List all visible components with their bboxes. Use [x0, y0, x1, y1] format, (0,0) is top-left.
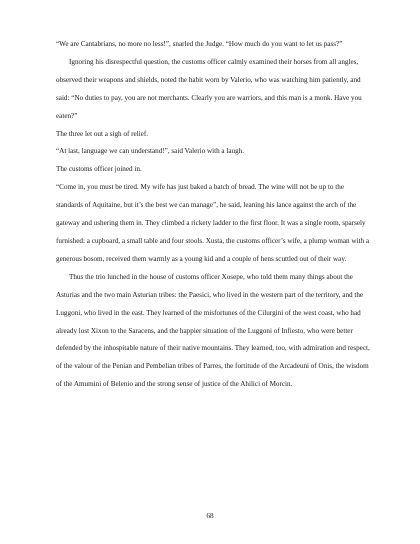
paragraph-trio-lunched: Thus the trio lunched in the house of customs officer Xosepe, who told them many things about the Asturias and the two main Asturian tribes: the Paesici, who lived in the western part of the territory, and the Luggoni, who lived in the east. They learned of the misfortunes of the Cilurgini of the west coast, who had already lost Xixon to the Saracens, and the happier situation of the Luggoni of Infiesto, who were better defended by the inhospitable nature of their native mountains. They learned, too, with admiration and respect, of the valour of the Penian and Pembelian tribes of Parres, the fortitude of the Arcadeuni of Onis, the wisdom of the Amumini of Belenio and the strong sense of justice of the Ahilici of Morcin.	[56, 272, 370, 389]
paragraph-come-in: “Come in, you must be tired. My wife has just baked a batch of bread. The wine will not be up to the standards of Aquitaine, but it’s the best we can manage”, he said, leaning his lance against the arch of the gateway and ushering them in. They climbed a rickety ladder to the first floor. It was a single room, sparsely furnished: a cupboard, a small table and four stools. Xusta, the customs officer’s wife, a plump woman with a generous bosom, received them warmly as a young kid and a couple of hens scuttled out of their way.	[56, 183, 370, 263]
paragraph-valerio-laugh: “At last, language we can understand!”, said Valerio with a laugh.	[56, 147, 245, 156]
paragraph-judge-question: “We are Cantabrians, no more no less!”, snarled the Judge. “How much do you want to let us pass?”	[56, 40, 343, 48]
page-number: 68	[206, 511, 214, 520]
paragraph-officer-joined: The customs officer joined in.	[56, 165, 142, 174]
body-text	[56, 36, 372, 394]
paragraph-sigh-of-relief: The three let out a sigh of relief.	[56, 129, 148, 138]
paragraph-customs-officer-reply: Ignoring his disrespectful question, the customs officer calmly examined their horses from all angles, observed their weapons and shields, noted the habit worn by Valerio, who was watching him patiently, and said: “No duties to pay, you are not merchants. Clearly you are warriors, and this man is a monk. Have you eaten?”	[56, 57, 362, 120]
